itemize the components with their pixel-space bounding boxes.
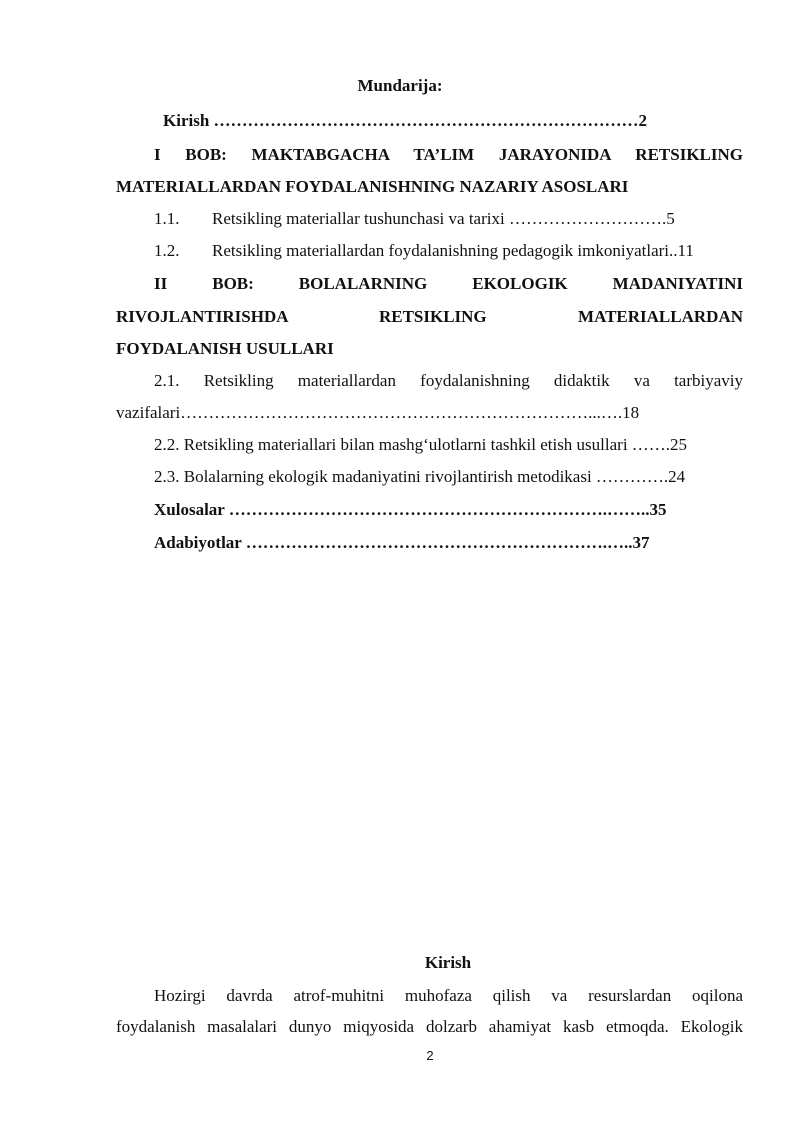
toc-entry-number: 1.2. bbox=[154, 241, 180, 260]
toc-entry-xulosalar: Xulosalar ………………………………………………………….……..35 bbox=[154, 500, 667, 519]
toc-entry-2-1-line1: 2.1. Retsikling materiallardan foydalanishning didaktik va tarbiyaviy bbox=[154, 371, 743, 390]
toc-title: Mundarija: bbox=[357, 76, 443, 95]
intro-paragraph-line1: Hozirgi davrda atrof-muhitni muhofaza qilish va resurslardan oqilona bbox=[154, 986, 743, 1005]
toc-entry-1-1 bbox=[154, 209, 743, 229]
page-number: 2 bbox=[426, 1048, 434, 1063]
toc-entry-1-2 bbox=[154, 241, 743, 261]
toc-entry-2-3: 2.3. Bolalarning ekologik madaniyatini rivojlantirish metodikasi ………….24 bbox=[154, 467, 686, 486]
toc-entry-text: Retsikling materiallar tushunchasi va tarixi ……………………….5 bbox=[212, 209, 675, 228]
toc-entry-2-2: 2.2. Retsikling materiallari bilan mashg‘ulotlarni tashkil etish usullari …….25 bbox=[154, 435, 688, 454]
intro-paragraph-line2: foydalanish masalalari dunyo miqyosida dolzarb ahamiyat kasb etmoqda. Ekologik bbox=[116, 1017, 743, 1036]
toc-entry-kirish: Kirish …………………………………………………………………2 bbox=[163, 111, 648, 130]
intro-heading: Kirish bbox=[424, 953, 472, 972]
toc-chapter2-line2: RIVOJLANTIRISHDA RETSIKLING MATERIALLARDAN bbox=[116, 307, 743, 326]
toc-chapter1-line1: I BOB: MAKTABGACHA TA’LIM JARAYONIDA RETSIKLING bbox=[154, 145, 743, 164]
toc-chapter1-line2: MATERIALLARDAN FOYDALANISHNING NAZARIY ASOSLARI bbox=[116, 177, 629, 196]
toc-entry-number: 1.1. bbox=[154, 209, 180, 228]
toc-entry-adabiyotlar: Adabiyotlar ……………………………………………………….…..37 bbox=[154, 533, 650, 552]
toc-entry-text: Retsikling materiallardan foydalanishning pedagogik imkoniyatlari..11 bbox=[212, 241, 694, 260]
toc-chapter2-line3: FOYDALANISH USULLARI bbox=[116, 339, 334, 358]
toc-entry-2-1-line2: vazifalari………………………………………………………………...….18 bbox=[116, 403, 640, 422]
toc-chapter2-line1: II BOB: BOLALARNING EKOLOGIK MADANIYATINI bbox=[154, 274, 743, 293]
